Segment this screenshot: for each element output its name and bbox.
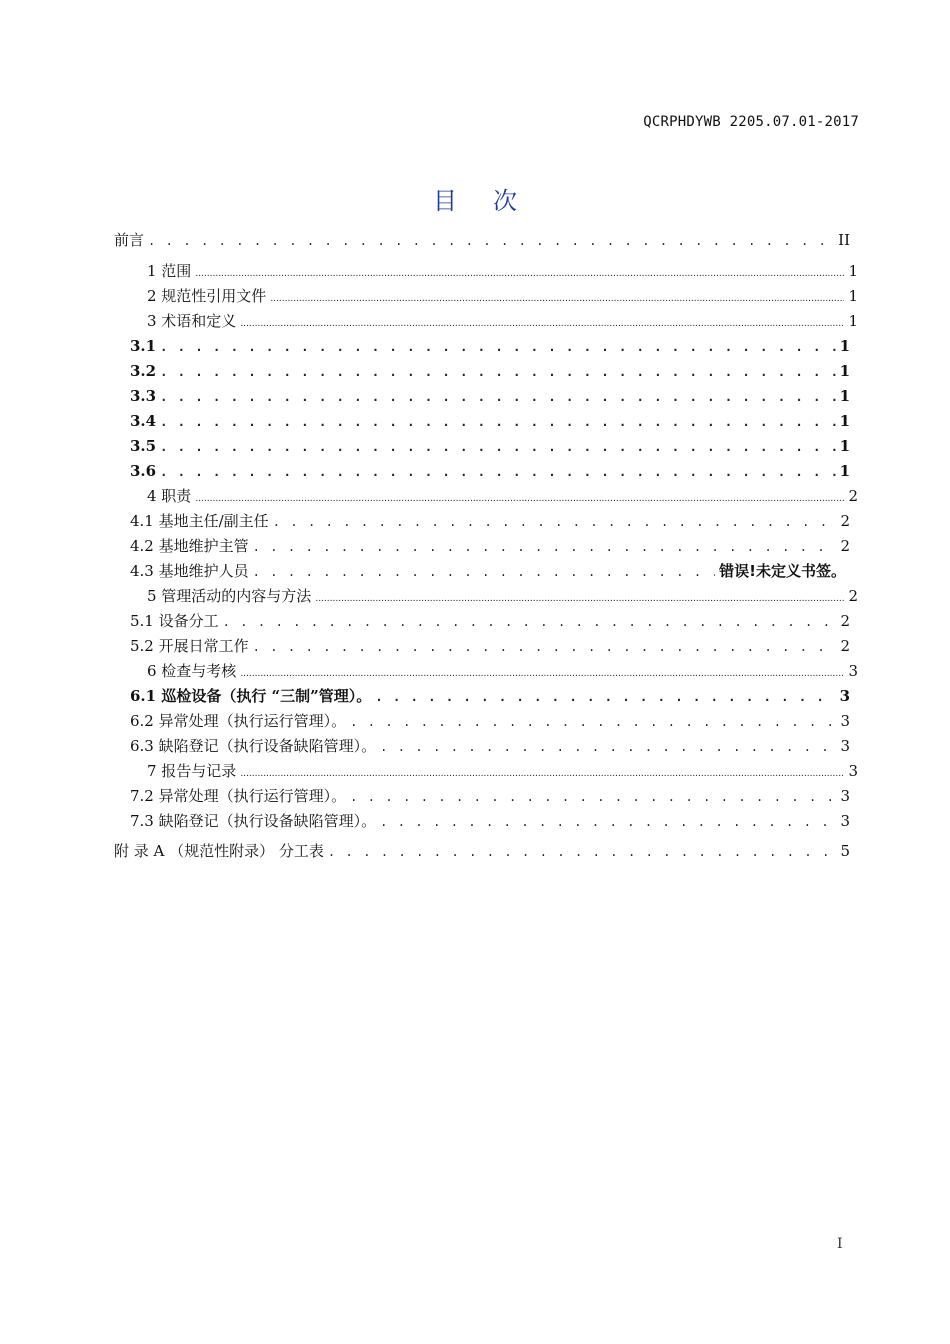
toc-entry-page: 1 (848, 262, 858, 280)
toc-entry-label: 5.1 设备分工 (130, 612, 219, 630)
toc-entry-page: 2 (848, 487, 858, 505)
toc-entry-7-3[interactable] (130, 810, 850, 832)
toc-entry-4-2[interactable] (130, 535, 850, 557)
dot-leader (160, 435, 835, 458)
toc-entry-4[interactable] (147, 485, 858, 507)
toc-entry-label: 前言 (114, 231, 145, 249)
toc-entry-label: 6.2 异常处理（执行运行管理）。 (130, 712, 347, 730)
toc-entry-label: 5.2 开展日常工作 (130, 637, 249, 655)
toc-entry-6-2[interactable] (130, 710, 850, 732)
dot-leader (195, 485, 844, 510)
toc-entry-label: 3.5 (130, 437, 157, 455)
toc-entry-2[interactable] (147, 285, 858, 307)
toc-entry-label: 5 管理活动的内容与方法 (147, 587, 312, 605)
dot-leader (380, 810, 836, 833)
toc-entry-page: 1 (848, 287, 858, 305)
toc-entry-page: 5 (840, 842, 850, 860)
dot-leader (253, 560, 716, 583)
toc-entry-label: 3.2 (130, 362, 157, 380)
toc-entry-page: 2 (840, 637, 850, 655)
toc-entry-label: 4.3 基地维护人员 (130, 562, 249, 580)
toc-entry-page: 3 (839, 687, 850, 705)
dot-leader (270, 285, 844, 310)
dot-leader (380, 735, 836, 758)
dot-leader (240, 660, 844, 685)
toc-entry-label: 3 术语和定义 (147, 312, 237, 330)
toc-entry-page: 2 (848, 587, 858, 605)
dot-leader (328, 840, 837, 863)
toc-entry-5-2[interactable] (130, 635, 850, 657)
toc-entry-7-2[interactable] (130, 785, 850, 807)
toc-entry-label: 3.1 (130, 337, 157, 355)
toc-entry-3-2[interactable] (130, 360, 850, 382)
toc-entry-label: 6 检查与考核 (147, 662, 237, 680)
toc-entry-label: 4.1 基地主任/副主任 (130, 512, 269, 530)
toc-entry-page: 1 (848, 312, 858, 330)
toc-entry-3-6[interactable] (130, 460, 850, 482)
toc-entry-4-3[interactable] (130, 560, 846, 582)
toc-title-right: 次 (493, 187, 517, 215)
toc-entry-page: 1 (839, 462, 850, 480)
toc-entry-page: 1 (839, 337, 850, 355)
toc-entry-page: 3 (840, 712, 850, 730)
toc-entry-label: 3.3 (130, 387, 157, 405)
toc-entry-label: 7.3 缺陷登记（执行设备缺陷管理）。 (130, 812, 377, 830)
toc-entry-5-1[interactable] (130, 610, 850, 632)
toc-entry-label: 4.2 基地维护主管 (130, 537, 249, 555)
dot-leader (315, 585, 844, 610)
toc-entry-4-1[interactable] (130, 510, 850, 532)
toc-entry-page: 1 (839, 437, 850, 455)
toc-entry-appendix-a[interactable] (114, 840, 850, 862)
toc-entry-page: 1 (839, 387, 850, 405)
toc-entry-page: 3 (840, 737, 850, 755)
toc-entry-page: 3 (848, 662, 858, 680)
toc-entry-3-5[interactable] (130, 435, 850, 457)
toc-entry-3-1[interactable] (130, 335, 850, 357)
dot-leader (240, 760, 844, 785)
dot-leader (273, 510, 837, 533)
toc-entry-3[interactable] (147, 310, 858, 332)
page-number: I (837, 1236, 843, 1252)
toc-entry-label: 3.4 (130, 412, 157, 430)
toc-entry-page: 2 (840, 512, 850, 530)
toc-entry-label: 附 录 A （规范性附录） 分工表 (114, 842, 324, 860)
dot-leader (160, 360, 835, 383)
toc-title-left: 目 (433, 187, 457, 215)
dot-leader (375, 685, 835, 708)
dot-leader (160, 460, 835, 483)
dot-leader (160, 385, 835, 408)
toc-entry-page-error: 错误!未定义书签。 (719, 562, 846, 580)
dot-leader (223, 610, 837, 633)
toc-entry-label: 2 规范性引用文件 (147, 287, 267, 305)
toc-entry-page: 2 (840, 537, 850, 555)
toc-entry-label: 7.2 异常处理（执行运行管理）。 (130, 787, 347, 805)
toc-entry-label: 4 职责 (147, 487, 192, 505)
dot-leader (253, 635, 837, 658)
toc-entry-page: II (838, 231, 850, 249)
toc-entry-6[interactable] (147, 660, 858, 682)
dot-leader (148, 229, 834, 252)
dot-leader (240, 310, 844, 335)
dot-leader (253, 535, 837, 558)
dot-leader (160, 410, 835, 433)
toc-entry-1[interactable] (147, 260, 858, 282)
toc-entry-7[interactable] (147, 760, 858, 782)
dot-leader (195, 260, 844, 285)
toc-entry-label: 1 范围 (147, 262, 192, 280)
toc-entry-label: 6.1 巡检设备（执行 “三制”管理）。 (130, 687, 372, 705)
dot-leader (350, 785, 836, 808)
toc-entry-label: 6.3 缺陷登记（执行设备缺陷管理）。 (130, 737, 377, 755)
toc-title (0, 181, 950, 216)
toc-entry-label: 3.6 (130, 462, 157, 480)
toc-entry-page: 3 (840, 812, 850, 830)
toc-entry-page: 3 (848, 762, 858, 780)
toc-entry-page: 1 (839, 362, 850, 380)
dot-leader (350, 710, 836, 733)
toc-entry-page: 2 (840, 612, 850, 630)
toc-entry-3-3[interactable] (130, 385, 850, 407)
toc-entry-page: 1 (839, 412, 850, 430)
toc-entry-page: 3 (840, 787, 850, 805)
document-code: QCRPHDYWB 2205.07.01-2017 (643, 114, 859, 130)
toc-entry-preface[interactable] (114, 229, 850, 251)
toc-entry-6-3[interactable] (130, 735, 850, 757)
toc-entry-6-1[interactable] (130, 685, 850, 707)
toc-entry-5[interactable] (147, 585, 858, 607)
toc-entry-3-4[interactable] (130, 410, 850, 432)
toc-entry-label: 7 报告与记录 (147, 762, 237, 780)
dot-leader (160, 335, 835, 358)
